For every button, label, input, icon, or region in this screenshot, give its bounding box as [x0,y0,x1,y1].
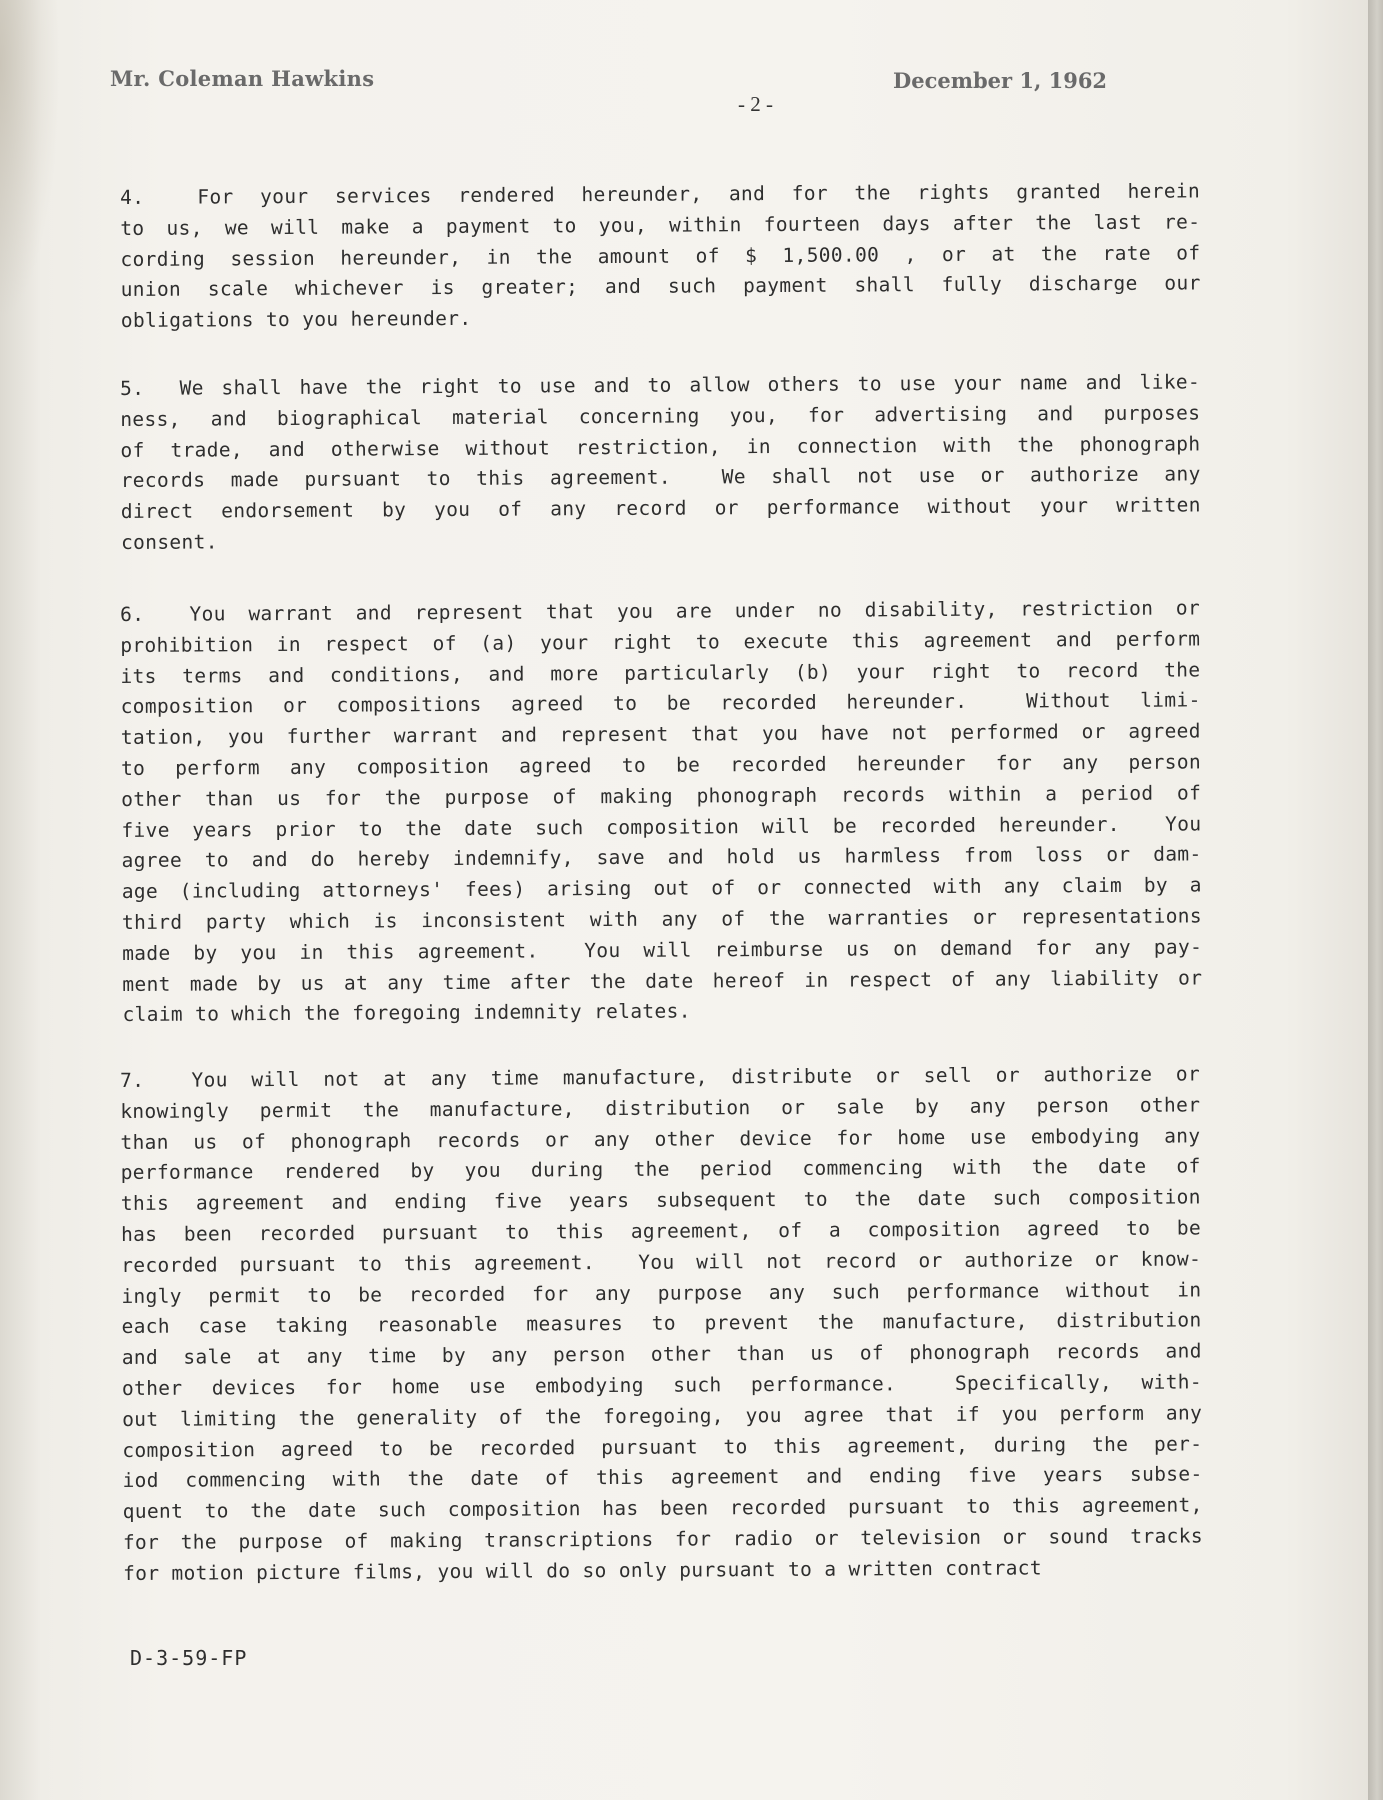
paragraph-line: each case taking reasonable measures to prevent the manufacture, distribution [121,1308,1202,1339]
form-code: D-3-59-FP [130,1646,248,1670]
paragraph-line: cording session hereunder, in the amount of $ 1,500.00 , or at the rate of [120,240,1201,271]
letter-date: December 1, 1962 [893,68,1108,93]
paragraph-4 [120,176,1201,337]
paragraph-line: claim to which the foregoing indemnity relates. [122,999,691,1027]
paragraph-line: composition or compositions agreed to be recorded hereunder. Without limi- [120,688,1201,719]
paragraph-line: 6. You warrant and represent that you are under no disability, restriction or [120,596,1201,626]
paragraph-line: other devices for home use embodying such performance. Specifically, with- [121,1370,1203,1400]
paragraph-line: out limiting the generality of the foregoing, you agree that if you perform any [122,1401,1203,1431]
paragraph-line: consent. [120,530,218,554]
paragraph-line: union scale whichever is greater; and such payment shall fully discharge our [120,271,1201,302]
paragraph-line: 5. We shall have the right to use and to allow others to use your name and like- [120,370,1201,400]
next-page-edge [1368,0,1383,1800]
paragraph-7 [120,1059,1203,1589]
paragraph-line: other than us for the purpose of making phonograph records within a period of [121,781,1202,811]
paragraph-line: its terms and conditions, and more particularly (b) your right to record the [120,657,1201,688]
page-fold-shadow [0,0,60,320]
paragraph-line: ingly permit to be recorded for any purpose any such performance without in [121,1277,1202,1308]
paragraph-line: of trade, and otherwise without restriction, in connection with the phonograph [120,431,1201,462]
paragraph-line: iod commencing with the date of this agreement and ending five years subse- [122,1462,1203,1493]
paragraph-line: for the purpose of making transcriptions for radio or television or sound tracks [122,1524,1203,1554]
page-number: - 2 - [738,92,773,116]
paragraph-line: to us, we will make a payment to you, within fourteen days after the last re- [120,210,1201,240]
paragraph-line: agree to and do hereby indemnify, save and hold us harmless from loss or dam- [121,842,1202,873]
paragraph-line: records made pursuant to this agreement. We shall not use or authorize any [120,462,1201,493]
paragraph-line: this agreement and ending five years subsequent to the date such composition [120,1185,1201,1216]
paragraph-line: 7. You will not at any time manufacture, distribute or sell or authorize or [120,1062,1201,1092]
paragraph-line: has been recorded pursuant to this agreement, of a composition agreed to be [120,1216,1202,1246]
paragraph-line: than us of phonograph records or any other device for home use embodying any [120,1123,1201,1154]
paragraph-line: third party which is inconsistent with any of the warranties or representations [121,904,1203,934]
paragraph-line: ness, and biographical material concerning you, for advertising and purposes [120,401,1201,431]
paragraph-6 [120,593,1203,1031]
paragraph-line: direct endorsement by you of any record or performance without your written [120,493,1201,524]
paragraph-line: to perform any composition agreed to be recorded hereunder for any person [120,750,1202,780]
paragraph-line: knowingly permit the manufacture, distribution or sale by any person other [120,1093,1201,1123]
recipient-name: Mr. Coleman Hawkins [110,66,375,91]
paragraph-line: five years prior to the date such composition will be recorded hereunder. You [121,811,1202,842]
paragraph-line: made by you in this agreement. You will reimburse us on demand for any pay- [122,935,1203,965]
paragraph-line: tation, you further warrant and represent that you have not performed or agreed [120,719,1201,750]
paragraph-5 [120,367,1201,558]
paragraph-line: and sale at any time by any person other than us of phonograph records and [121,1339,1202,1370]
paragraph-line: quent to the date such composition has been recorded pursuant to this agreement, [122,1493,1203,1524]
paragraph-line: composition agreed to be recorded pursuant to this agreement, during the per- [122,1431,1203,1462]
paragraph-line: performance rendered by you during the period commencing with the date of [120,1154,1201,1185]
paragraph-line: obligations to you hereunder. [120,307,472,333]
paragraph-line: 4. For your services rendered hereunder, and for the rights granted herein [120,179,1201,209]
paragraph-line: prohibition in respect of (a) your right to execute this agreement and perform [120,627,1201,657]
paragraph-line: for motion picture films, you will do so only pursuant to a written contract [123,1556,1042,1585]
paragraph-line: ment made by us at any time after the date hereof in respect of any liability or [122,965,1203,996]
paragraph-line: age (including attorneys' fees) arising out of or connected with any claim by a [121,873,1202,904]
paragraph-line: recorded pursuant to this agreement. You will not record or authorize or know- [121,1247,1202,1277]
